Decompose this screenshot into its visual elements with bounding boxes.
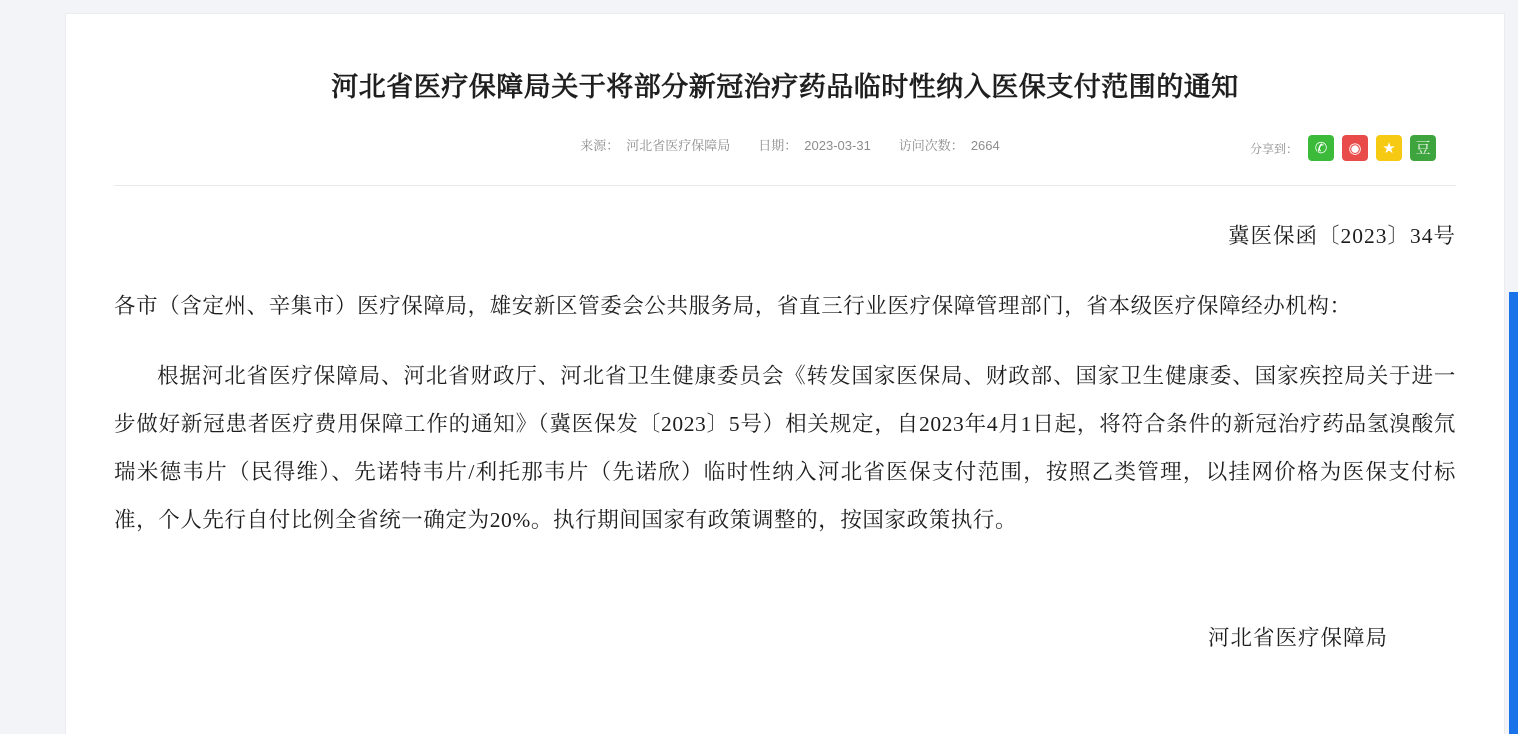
meta-source-label: 来源：: [580, 138, 620, 154]
meta-source: [580, 135, 730, 154]
document-number: 冀医保函〔2023〕34号: [1227, 224, 1456, 249]
page-scrollbar-track[interactable]: [1509, 0, 1518, 734]
page-scrollbar-thumb[interactable]: [1509, 292, 1518, 734]
wechat-share-icon[interactable]: ✆: [1308, 135, 1334, 161]
share-bar: [1250, 135, 1436, 161]
meta-views-value: 2664: [970, 138, 1000, 154]
weibo-share-icon[interactable]: ◉: [1342, 135, 1368, 161]
douban-share-icon[interactable]: 豆: [1410, 135, 1436, 161]
share-label: 分享到：: [1249, 141, 1298, 156]
meta-views: [899, 135, 1000, 154]
meta-source-value: 河北省医疗保障局: [626, 138, 731, 154]
meta-date-label: 日期：: [758, 138, 798, 154]
document-body: [66, 212, 1504, 662]
addressee-paragraph: 各市（含定州、辛集市）医疗保障局，雄安新区管委会公共服务局，省直三行业医疗保障管理部门，省本级医疗保障经办机构：: [114, 294, 1352, 319]
header-divider: [114, 185, 1456, 186]
body-paragraph: 根据河北省医疗保障局、河北省财政厅、河北省卫生健康委员会《转发国家医保局、财政部、国家卫生健康委、国家疾控局关于进一步做好新冠患者医疗费用保障工作的通知》（冀医保发〔2023〕5号）相关规定，自2023年4月1日起，将符合条件的新冠治疗药品氢溴酸氘瑞米德韦片（民得维）、先诺特韦片/利托那韦片（先诺欣）临时性纳入河北省医保支付范围，按照乙类管理，以挂网价格为医保支付标准，个人先行自付比例全省统一确定为20%。执行期间国家有政策调整的，按国家政策执行。: [114, 363, 1456, 532]
meta-views-label: 访问次数：: [898, 138, 964, 154]
document-meta-row: [114, 135, 1456, 169]
document-card: [66, 14, 1504, 734]
meta-date-value: 2023-03-31: [804, 138, 871, 154]
meta-date: [758, 135, 871, 154]
page-title: 河北省医疗保障局关于将部分新冠治疗药品临时性纳入医保支付范围的通知: [331, 72, 1239, 102]
signature: 河北省医疗保障局: [1207, 625, 1388, 650]
qzone-share-icon[interactable]: ★: [1376, 135, 1402, 161]
